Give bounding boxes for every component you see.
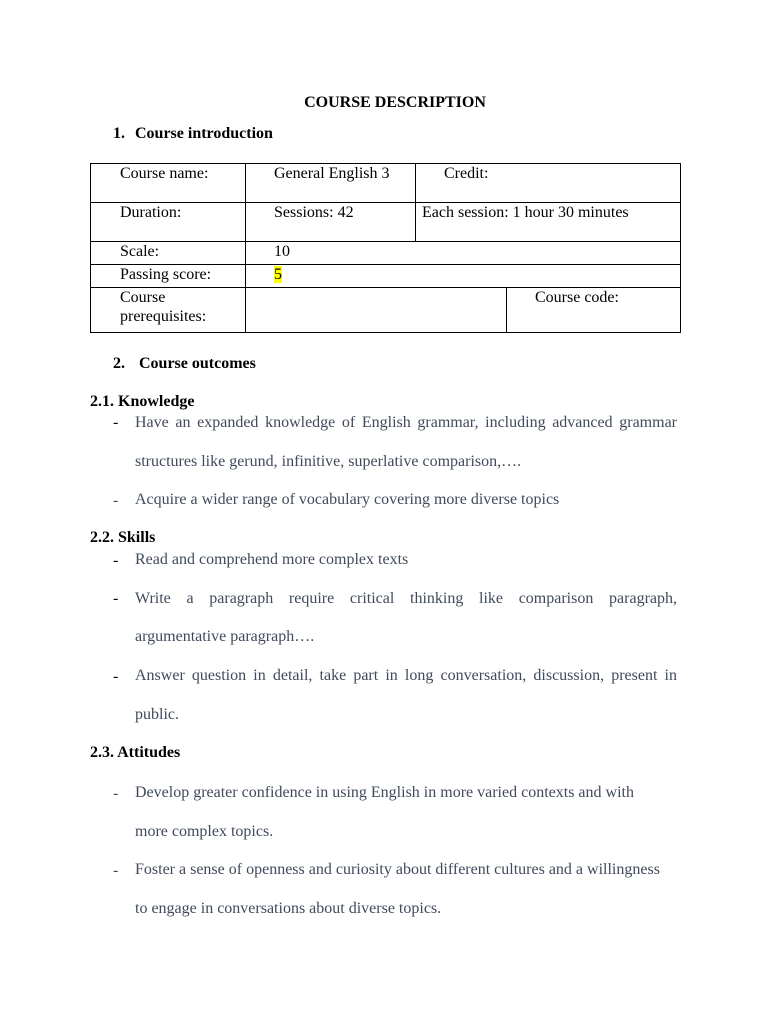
bullet-dash: - [113,590,119,607]
bullet-dash: - [113,668,119,685]
section-2-number: 2. [113,355,125,372]
course-name-value: General English 3 [246,164,416,203]
knowledge-bullet-2: Acquire a wider range of vocabulary covering more diverse topics [135,491,560,508]
skills-heading: 2.2. Skills [90,529,156,546]
skills-bullet-3-line-1: Answer question in detail, take part in long conversation, discussion, present in [135,667,677,684]
document-title: COURSE DESCRIPTION [304,94,486,111]
each-session-value: Each session: 1 hour 30 minutes [416,203,681,242]
course-code-label: Course code: [507,288,681,333]
skills-bullet-2-line-1: Write a paragraph require critical thinking like comparison paragraph, [135,590,677,607]
passing-score-cell [246,265,681,288]
bullet-dash: - [113,552,119,569]
scale-label: Scale: [91,242,246,265]
duration-label: Duration: [91,203,246,242]
skills-bullet-3-line-2: public. [135,706,179,723]
knowledge-bullet-1-line-1: Have an expanded knowledge of English grammar, including advanced grammar [135,414,677,431]
attitudes-bullet-1-line-2: more complex topics. [135,823,274,840]
sessions-value: Sessions: 42 [246,203,416,242]
knowledge-bullet-1-line-2: structures like gerund, infinitive, superlative comparison,…. [135,453,522,470]
scale-value: 10 [246,242,681,265]
bullet-dash: - [113,492,119,509]
section-2-title: Course outcomes [139,355,256,372]
prerequisites-value [246,288,507,333]
credit-label: Credit: [416,164,681,203]
bullet-dash: - [113,785,119,802]
attitudes-bullet-1-line-1: Develop greater confidence in using English in more varied contexts and with [135,784,634,801]
prerequisites-label-line2: prerequisites: [120,308,207,325]
passing-score-value: 5 [274,266,282,283]
prerequisites-label-line1: Course [120,289,166,306]
knowledge-heading: 2.1. Knowledge [90,393,195,410]
section-1-title: Course introduction [135,125,273,142]
section-2-heading [113,355,256,373]
attitudes-heading: 2.3. Attitudes [90,744,181,761]
bullet-dash: - [113,414,119,431]
prerequisites-label [91,288,246,333]
attitudes-bullet-2-line-1: Foster a sense of openness and curiosity about different cultures and a willingness [135,861,660,878]
course-info-table [90,163,681,333]
bullet-dash: - [113,862,119,879]
skills-bullet-2-line-2: argumentative paragraph…. [135,628,315,645]
course-name-label: Course name: [91,164,246,203]
section-1-heading [113,125,273,143]
skills-bullet-1: Read and comprehend more complex texts [135,551,409,568]
passing-score-label: Passing score: [91,265,246,288]
attitudes-bullet-2-line-2: to engage in conversations about diverse topics. [135,900,442,917]
section-1-number: 1. [113,125,125,142]
